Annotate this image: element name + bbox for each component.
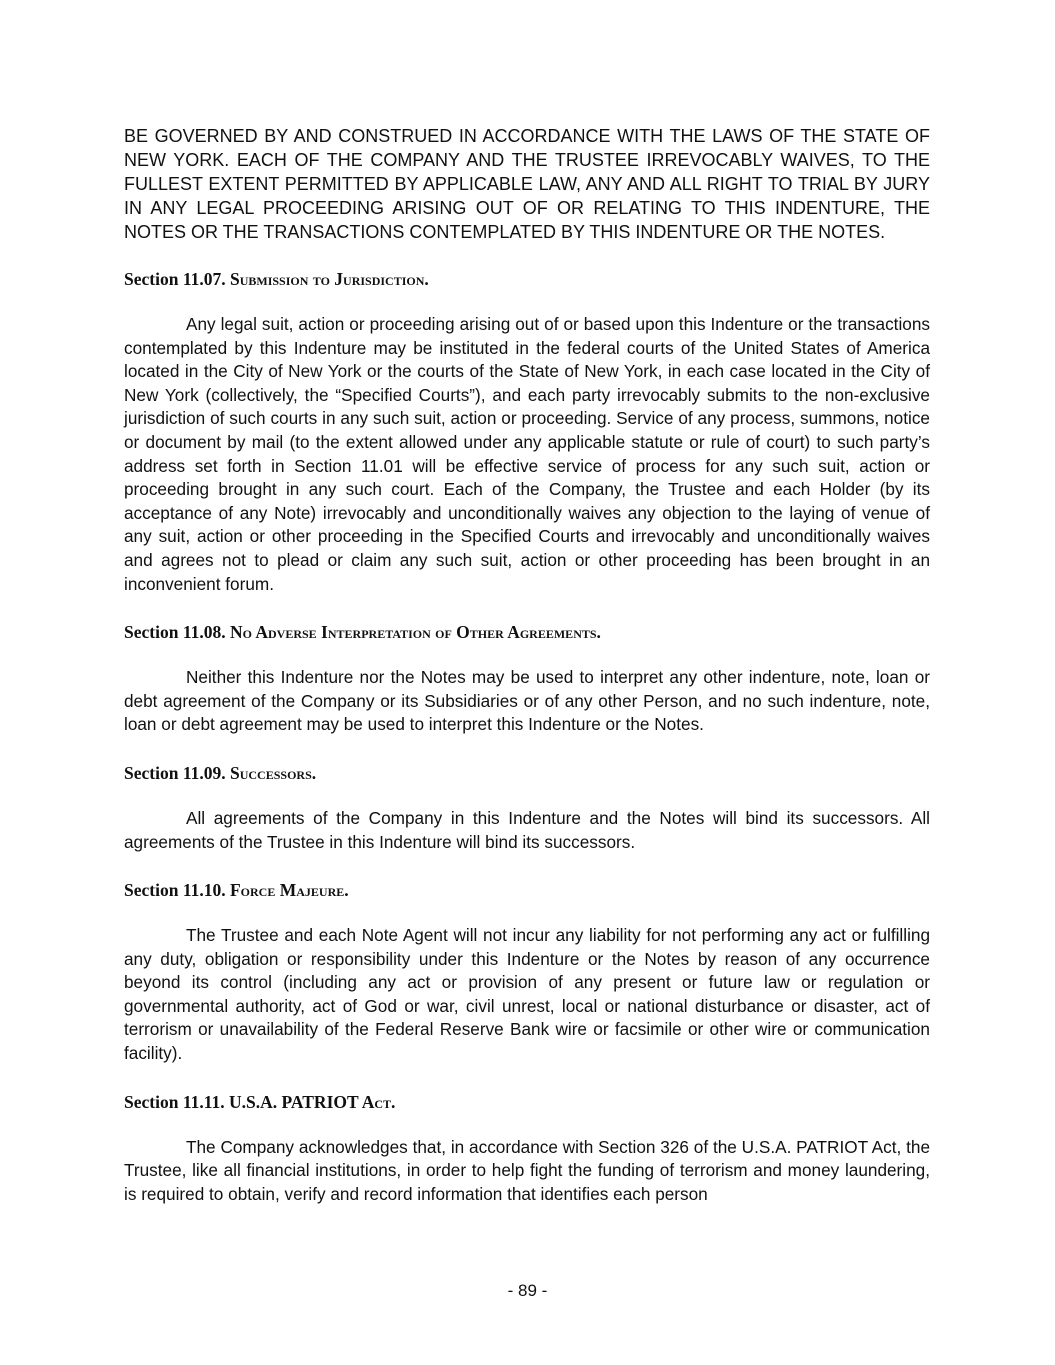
section-heading-11-07	[124, 268, 930, 290]
section-body-11-08: Neither this Indenture nor the Notes may be used to interpret any other indenture, note, loan or debt agreement of the Company or its Subsidiaries or of any other Person, and no such indenture, note, loan or debt agreement may be used to interpret this Indenture or the Notes.	[124, 667, 930, 735]
section-heading-11-10	[124, 879, 930, 901]
section-number: Section 11.09.	[124, 762, 226, 783]
section-title: No Adverse Interpretation of Other Agreements.	[229, 622, 601, 643]
page-number: - 89 -	[507, 1281, 548, 1300]
section-heading-11-09	[124, 762, 930, 784]
section-number: Section 11.10.	[124, 880, 226, 901]
section-number: Section 11.07.	[124, 269, 226, 289]
section-heading-11-11	[124, 1091, 930, 1113]
section-body-11-09: All agreements of the Company in this Indenture and the Notes will bind its successors. All agreements of the Trustee in this Indenture will bind its successors.	[124, 807, 930, 852]
section-title: Submission to Jurisdiction.	[229, 269, 429, 289]
section-number: Section 11.08.	[124, 622, 226, 643]
section-title: Successors.	[229, 762, 317, 783]
document-page	[124, 124, 930, 1206]
section-heading-11-08	[124, 621, 930, 643]
section-title: U.S.A. PATRIOT Act.	[229, 1091, 396, 1112]
section-body-11-10: The Trustee and each Note Agent will not incur any liability for not performing any act or fulfilling any duty, obligation or responsibility under this Indenture or the Notes by reason of any occurrence beyond its control (including any act or provision of any present or future law or regulation or governmental authority, act of God or war, civil unrest, local or national disturbance or disaster, act of terrorism or unavailability of the Federal Reserve Bank wire or facsimile or other wire or communication facility).	[124, 925, 930, 1064]
section-number: Section 11.11.	[124, 1091, 225, 1112]
governing-law-paragraph: BE GOVERNED BY AND CONSTRUED IN ACCORDANCE WITH THE LAWS OF THE STATE OF NEW YORK. EACH OF THE COMPANY AND THE TRUSTEE IRREVOCABLY WAIVES, TO THE FULLEST EXTENT PERMITTED BY APPLICABLE LAW, ANY AND ALL RIGHT TO TRIAL BY JURY IN ANY LEGAL PROCEEDING ARISING OUT OF OR RELATING TO THIS INDENTURE, THE NOTES OR THE TRANSACTIONS CONTEMPLATED BY THIS INDENTURE OR THE NOTES.	[124, 126, 930, 242]
section-title: Force Majeure.	[229, 880, 349, 901]
section-body-11-07: Any legal suit, action or proceeding arising out of or based upon this Indenture or the transactions contemplated by this Indenture may be instituted in the federal courts of the United States of America located in the City of New York or the courts of the State of New York, in each case located in the City of New York (collectively, the “Specified Courts”), and each party irrevocably submits to the non-exclusive jurisdiction of such courts in any such suit, action or proceeding. Service of any process, summons, notice or document by mail (to the extent allowed under any applicable statute or rule of court) to such party’s address set forth in Section 11.01 will be effective service of process for any such suit, action or proceeding brought in any such court. Each of the Company, the Trustee and each Holder (by its acceptance of any Note) irrevocably and unconditionally waives any objection to the laying of venue of any suit, action or other proceeding in the Specified Courts and irrevocably and unconditionally waives and agrees not to plead or claim any such suit, action or other proceeding has been brought in an inconvenient forum.	[124, 314, 930, 594]
section-body-11-11: The Company acknowledges that, in accordance with Section 326 of the U.S.A. PATRIOT Act, the Trustee, like all financial institutions, in order to help fight the funding of terrorism and money laundering, is required to obtain, verify and record information that identifies each person	[124, 1136, 930, 1204]
